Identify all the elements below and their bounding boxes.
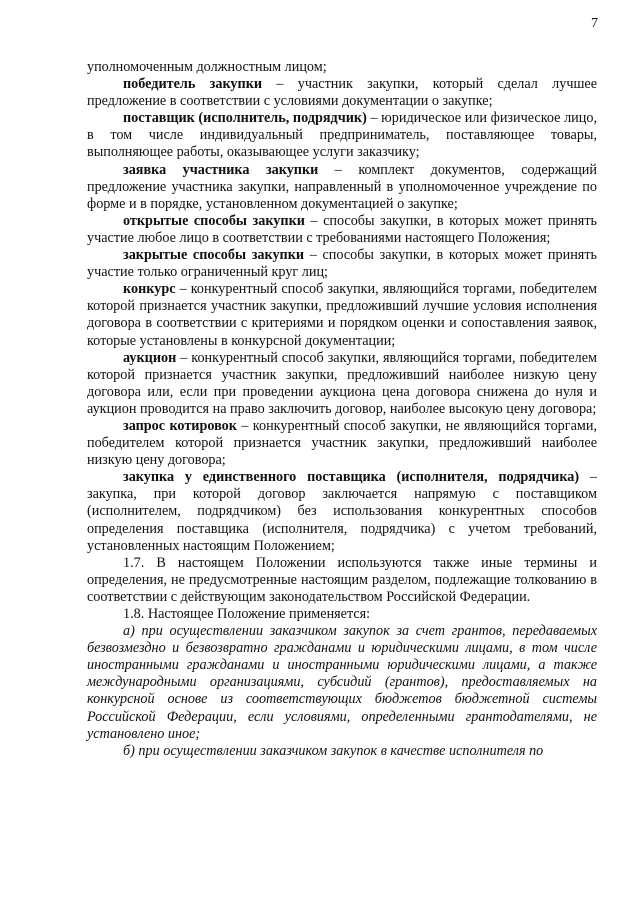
clause-1-7: 1.7. В настоящем Положении используются также иные термины и определения, не предусмотренные настоящим разделом, подлежащие толкованию в соответствии с действующим законодательством Российской Федерации. — [87, 554, 597, 605]
definition-text: – юридическое или физическое лицо, в том числе индивидуальный предприниматель, поставляющее товары, выполняющее работы, оказывающее услуги заказчику; — [87, 110, 597, 161]
definition-single-supplier — [87, 469, 597, 554]
definition-text: – способы закупки, в которых может принять участие только ограниченный круг лиц; — [87, 247, 598, 281]
definition-auction — [87, 350, 597, 418]
clause-text: б) при осуществлении заказчиком закупок в качестве исполнителя по — [123, 742, 544, 759]
definition-quotation-request — [87, 418, 597, 469]
definition-text: – закупка, при которой договор заключается напрямую с поставщиком (исполнителем, подрядчиком) без использования конкурентных способов определения поставщика (исполнителя, подрядчика) с учетом требований, установленных настоящим Положением; — [87, 469, 598, 554]
definition-text: – способы закупки, в которых может принять участие любое лицо в соответствии с требованиями настоящего Положения; — [87, 212, 598, 246]
paragraph-continuation: уполномоченным должностным лицом; — [87, 59, 327, 75]
term-auction: аукцион — [123, 349, 177, 366]
definition-winner — [87, 76, 597, 110]
definition-closed-methods — [87, 247, 597, 281]
definition-tender — [87, 281, 597, 349]
term-quotation-request: запрос котировок — [123, 417, 237, 434]
definition-supplier — [87, 110, 597, 161]
document-body — [87, 59, 597, 760]
term-tender: конкурс — [123, 281, 176, 298]
term-open-methods: открытые способы закупки — [123, 212, 305, 229]
clause-1-8: 1.8. Настоящее Положение применяется: — [123, 606, 371, 622]
term-winner: победитель закупки — [123, 76, 263, 93]
term-single-supplier: закупка у единственного поставщика (исполнителя, подрядчика) — [123, 469, 580, 486]
clause-text: а) при осуществлении заказчиком закупок за счет грантов, передаваемых безвозмездно и безвозвратно гражданами и юридическими лицами, в том числе иностранными гражданами и иностранными юридическими лицами, а также международными организациями, субсидий (грантов), предоставляемых на конкурсной основе из соответствующих бюджетов бюджетной системы Российской Федерации, если условиями, определенными грантодателями, не установлено иное; — [87, 623, 597, 742]
definition-text: – конкурентный способ закупки, являющийся торгами, победителем которой признается участник закупки, предложивший лучшие условия исполнения договора в соответствии с критериями и порядком оценки и сопоставления заявок, которые установлены в конкурсной документации; — [87, 281, 597, 349]
term-application: заявка участника закупки — [123, 161, 319, 178]
term-supplier: поставщик (исполнитель, подрядчик) — [123, 110, 367, 127]
page-number: 7 — [591, 16, 598, 31]
definition-text: – участник закупки, который сделал лучшее предложение в соответствии с условиями документации о закупке; — [87, 76, 598, 110]
clause-1-8-b — [87, 743, 597, 760]
definition-application — [87, 162, 597, 213]
definition-open-methods — [87, 213, 597, 247]
term-closed-methods: закрытые способы закупки — [123, 247, 305, 264]
definition-text: – комплект документов, содержащий предложение участника закупки, направленный в уполномоченное учреждение по форме и в порядке, установленном документацией о закупке; — [87, 161, 597, 212]
definition-text: – конкурентный способ закупки, являющийся торгами, победителем которой признается участник закупки, предложивший наиболее низкую цену договора или, если при проведении аукциона цена договора снижена до нуля и аукцион проводится на право заключить договор, наиболее высокую цену договора; — [87, 349, 597, 417]
definition-text: – конкурентный способ закупки, не являющийся торгами, победителем которой признается участник закупки, предложивший наиболее низкую цену договора; — [87, 417, 597, 469]
clause-1-8-a — [87, 623, 597, 743]
